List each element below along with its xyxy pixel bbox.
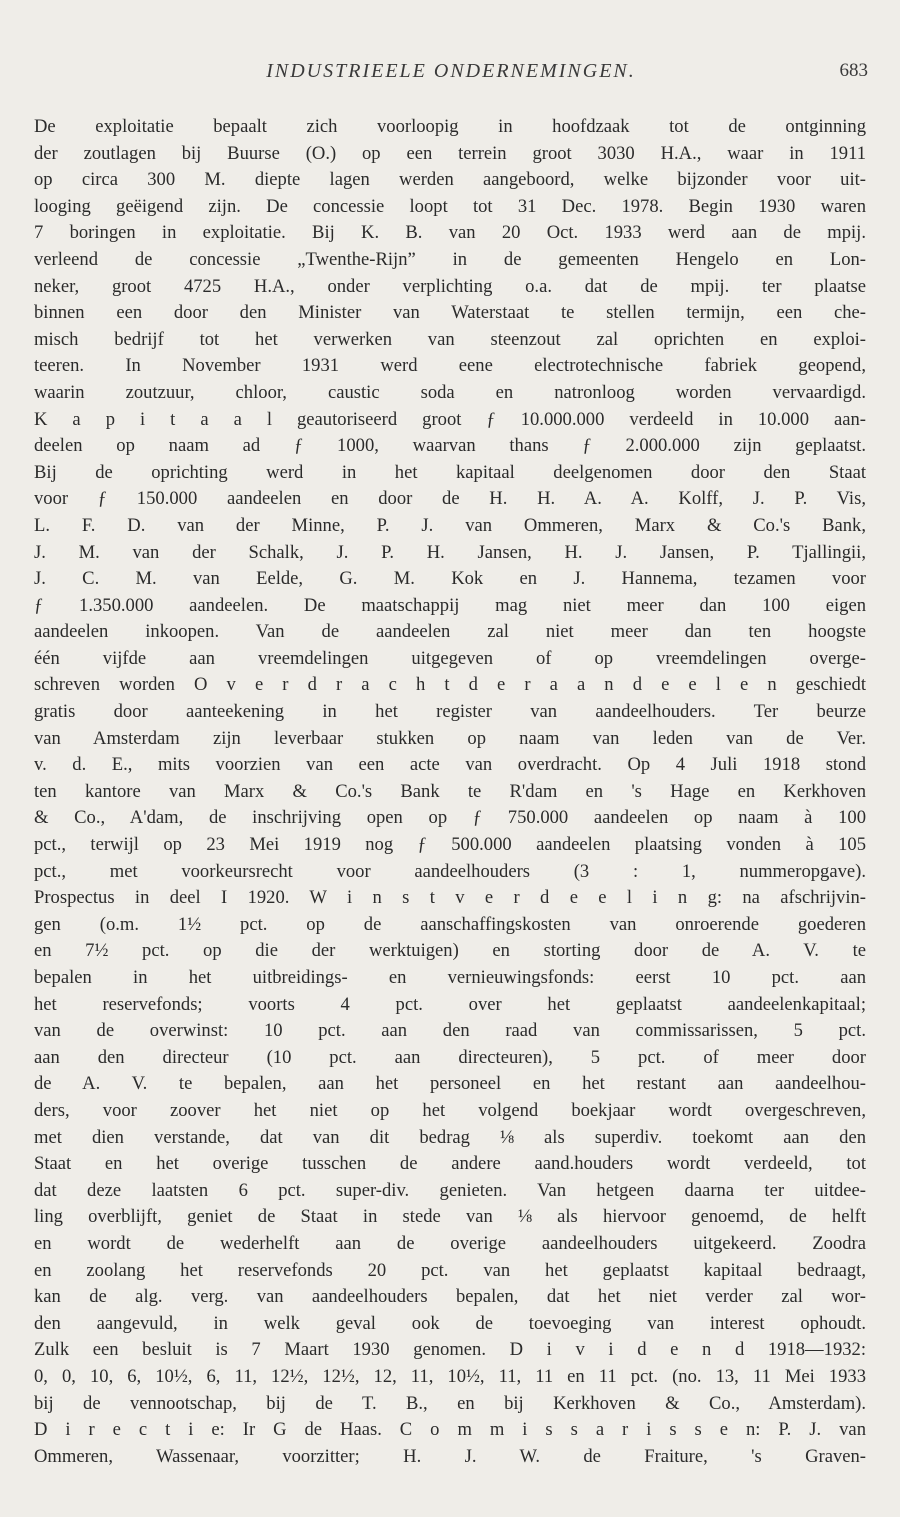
text-line: & Co., A'dam, de inschrijving open op ƒ 750.000 aandeelen op naam à 100 <box>34 807 866 829</box>
text-line: ten kantore van Marx & Co.'s Bank te R'dam en 's Hage en Kerkhoven <box>34 780 866 802</box>
text-line: kan de alg. verg. van aandeelhouders bepalen, dat het niet verder zal wor- <box>34 1286 866 1308</box>
page-number: 683 <box>839 60 868 81</box>
text-line: gratis door aanteekening in het register van aandeelhouders. Ter beurze <box>34 701 866 723</box>
text-line: ling overblijft, geniet de Staat in stede van ⅛ als hiervoor genoemd, de helft <box>34 1206 866 1228</box>
text-line: één vijfde aan vreemdelingen uitgegeven of op vreemdelingen overge- <box>34 647 866 669</box>
body-text <box>34 114 866 1470</box>
text-line: 0, 0, 10, 6, 10½, 6, 11, 12½, 12½, 12, 11, 10½, 11, 11 en 11 pct. (no. 13, 11 Mei 1933 <box>34 1365 866 1387</box>
text-line: van Amsterdam zijn leverbaar stukken op naam van leden van de Ver. <box>34 727 866 749</box>
text-line: Zulk een besluit is 7 Maart 1930 genomen. D i v i d e n d 1918—1932: <box>34 1339 866 1361</box>
text-line: Ommeren, Wassenaar, voorzitter; H. J. W. de Fraiture, 's Graven- <box>34 1445 866 1467</box>
text-line: L. F. D. van der Minne, P. J. van Ommeren, Marx & Co.'s Bank, <box>34 514 866 536</box>
text-line: van de overwinst: 10 pct. aan den raad van commissarissen, 5 pct. <box>34 1020 866 1042</box>
text-line: den aangevuld, in welk geval ook de toevoeging van interest ophoudt. <box>34 1312 866 1334</box>
text-line: met dien verstande, dat van dit bedrag ⅛ als superdiv. toekomt aan den <box>34 1126 866 1148</box>
text-line: pct., met voorkeursrecht voor aandeelhouders (3 : 1, nummeropgave). <box>34 860 866 882</box>
text-line: de A. V. te bepalen, aan het personeel en het restant aan aandeelhou- <box>34 1073 866 1095</box>
text-line: en wordt de wederhelft aan de overige aandeelhouders uitgekeerd. Zoodra <box>34 1232 866 1254</box>
text-line: aan den directeur (10 pct. aan directeuren), 5 pct. of meer door <box>34 1046 866 1068</box>
text-line: bij de vennootschap, bij de T. B., en bij Kerkhoven & Co., Amsterdam). <box>34 1392 866 1414</box>
text-line: binnen een door den Minister van Waterstaat te stellen termijn, een che- <box>34 302 866 324</box>
text-line: ders, voor zoover het niet op het volgend boekjaar wordt overgeschreven, <box>34 1099 866 1121</box>
text-line: teeren. In November 1931 werd eene electrotechnische fabriek geopend, <box>34 355 866 377</box>
text-line: en 7½ pct. op die der werktuigen) en storting door de A. V. te <box>34 940 866 962</box>
text-line: ƒ 1.350.000 aandeelen. De maatschappij mag niet meer dan 100 eigen <box>34 594 866 616</box>
text-line: schreven worden O v e r d r a c h t d e r a a n d e e l e n geschiedt <box>34 674 866 696</box>
text-line: bepalen in het uitbreidings- en vernieuwingsfonds: eerst 10 pct. aan <box>34 967 866 988</box>
text-line: De exploitatie bepaalt zich voorloopig in hoofdzaak tot de ontginning <box>34 116 866 137</box>
text-line: het reservefonds; voorts 4 pct. over het geplaatst aandeelenkapitaal; <box>34 993 866 1015</box>
running-title: INDUSTRIEELE ONDERNEMINGEN. <box>266 60 636 82</box>
text-line: looging geëigend zijn. De concessie loopt tot 31 Dec. 1978. Begin 1930 waren <box>34 195 866 217</box>
text-line: misch bedrijf tot het verwerken van steenzout zal oprichten en exploi- <box>34 328 866 350</box>
text-line: J. M. van der Schalk, J. P. H. Jansen, H. J. Jansen, P. Tjallingii, <box>34 541 866 563</box>
text-line: 7 boringen in exploitatie. Bij K. B. van 20 Oct. 1933 werd aan de mpij. <box>34 222 866 244</box>
page-header <box>34 60 868 90</box>
text-line: en zoolang het reservefonds 20 pct. van het geplaatst kapitaal bedraagt, <box>34 1259 866 1281</box>
text-line: op circa 300 M. diepte lagen werden aangeboord, welke bijzonder voor uit- <box>34 169 866 191</box>
text-line: v. d. E., mits voorzien van een acte van overdracht. Op 4 Juli 1918 stond <box>34 754 866 776</box>
text-line: waarin zoutzuur, chloor, caustic soda en natronloog worden vervaardigd. <box>34 381 866 403</box>
text-line: pct., terwijl op 23 Mei 1919 nog ƒ 500.000 aandeelen plaatsing vonden à 105 <box>34 834 866 856</box>
text-line: gen (o.m. 1½ pct. op de aanschaffingskosten van onroerende goederen <box>34 913 866 935</box>
text-line: Prospectus in deel I 1920. W i n s t v e r d e e l i n g: na afschrijvin- <box>34 887 866 909</box>
text-line: voor ƒ 150.000 aandeelen en door de H. H. A. A. Kolff, J. P. Vis, <box>34 488 866 510</box>
text-line: Staat en het overige tusschen de andere aand.houders wordt verdeeld, tot <box>34 1153 866 1175</box>
text-line: neker, groot 4725 H.A., onder verplichting o.a. dat de mpij. ter plaatse <box>34 275 866 297</box>
text-line: D i r e c t i e: Ir G de Haas. C o m m i s s a r i s s e n: P. J. van <box>34 1419 866 1441</box>
text-line: J. C. M. van Eelde, G. M. Kok en J. Hannema, tezamen voor <box>34 568 866 590</box>
text-line: deelen op naam ad ƒ 1000, waarvan thans ƒ 2.000.000 zijn geplaatst. <box>34 435 866 457</box>
text-line: der zoutlagen bij Buurse (O.) op een terrein groot 3030 H.A., waar in 1911 <box>34 142 866 164</box>
text-line: Bij de oprichting werd in het kapitaal deelgenomen door den Staat <box>34 461 866 483</box>
text-line: aandeelen inkoopen. Van de aandeelen zal niet meer dan ten hoogste <box>34 621 866 643</box>
text-line: K a p i t a a l geautoriseerd groot ƒ 10.000.000 verdeeld in 10.000 aan- <box>34 408 866 430</box>
text-line: verleend de concessie „Twenthe-Rijn” in de gemeenten Hengelo en Lon- <box>34 248 866 270</box>
text-line: dat deze laatsten 6 pct. super-div. genieten. Van hetgeen daarna ter uitdee- <box>34 1179 866 1201</box>
